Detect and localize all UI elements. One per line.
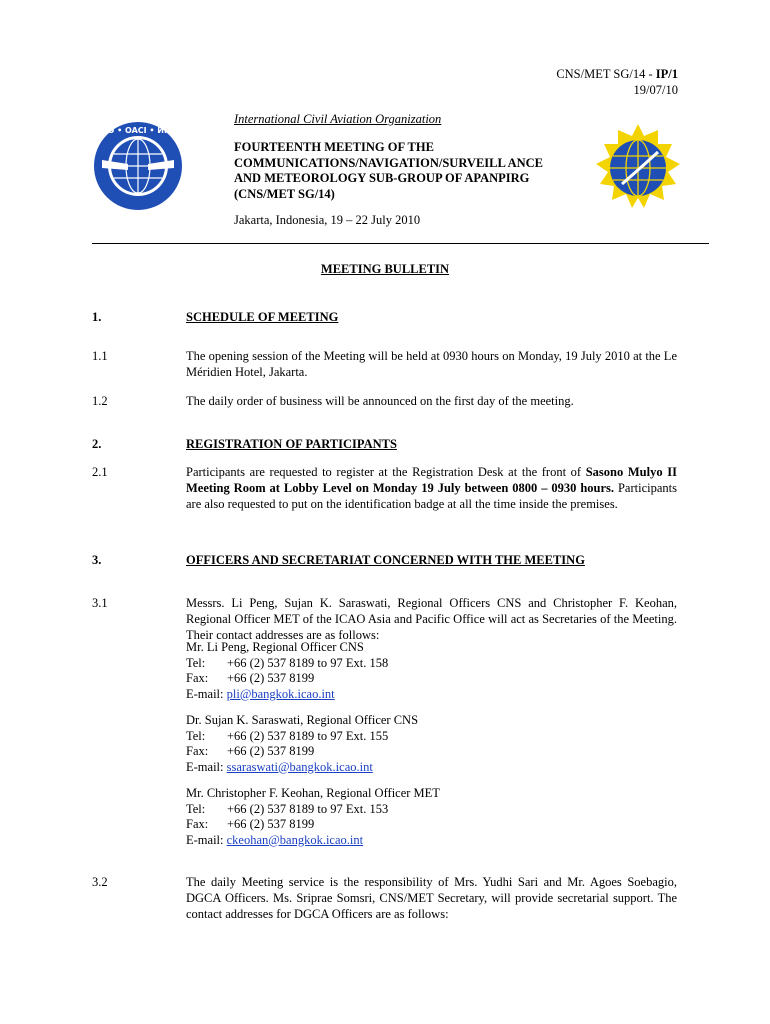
meeting-title: FOURTEENTH MEETING OF THE COMMUNICATIONS/NAVIGATION/SURVEILL ANCE AND METEOROLOGY SUB-GROUP OF APANPIRG (CNS/MET SG/14) bbox=[234, 140, 543, 201]
icao-emblem-icon bbox=[92, 120, 184, 212]
email-label: E-mail: bbox=[186, 759, 227, 774]
section-number: 3. bbox=[92, 553, 102, 567]
paragraph-number: 1.1 bbox=[92, 349, 108, 363]
contact-email-link[interactable]: ckeohan@bangkok.icao.int bbox=[226, 832, 364, 847]
reference-code: CNS/MET SG/14 - bbox=[556, 67, 656, 81]
document-date: 19/07/10 bbox=[633, 83, 678, 97]
paragraph-order-of-business: The daily order of business will be announced on the first day of the meeting. bbox=[186, 394, 574, 408]
contact-email-link[interactable]: pli@bangkok.icao.int bbox=[226, 686, 335, 701]
contact-block bbox=[186, 713, 418, 775]
reference-ip: IP/1 bbox=[655, 67, 678, 81]
contact-name: Mr. Christopher F. Keohan, Regional Officer MET bbox=[186, 786, 440, 800]
paragraph-number: 3.1 bbox=[92, 596, 108, 610]
section-number: 1. bbox=[92, 310, 102, 324]
paragraph-number: 2.1 bbox=[92, 465, 108, 479]
tel-label: Tel: bbox=[186, 728, 206, 743]
contact-block bbox=[186, 640, 388, 702]
fax-label: Fax: bbox=[186, 671, 209, 685]
paragraph-meeting-service: The daily Meeting service is the responsibility of Mrs. Yudhi Sari and Mr. Agoes Soebagio, DGCA Officers. Ms. Sriprae Somsri, CNS/MET Secretary, will provide secretarial support. The contact addresses for DGCA Officers are as follows: bbox=[186, 875, 677, 921]
section-number: 2. bbox=[92, 437, 102, 451]
meeting-place-date: Jakarta, Indonesia, 19 – 22 July 2010 bbox=[234, 213, 421, 227]
tel-label: Tel: bbox=[186, 801, 206, 816]
fax-label: Fax: bbox=[186, 744, 209, 758]
registration-text: Participants are requested to register at the Registration Desk at the front of bbox=[186, 465, 586, 479]
paragraph-opening-session: The opening session of the Meeting will be held at 0930 hours on Monday, 19 July 2010 at the Le Méridien Hotel, Jakarta. bbox=[186, 349, 677, 379]
section-heading-registration: REGISTRATION OF PARTICIPANTS bbox=[186, 437, 397, 451]
contact-block bbox=[186, 786, 440, 848]
section-heading-officers: OFFICERS AND SECRETARIAT CONCERNED WITH THE MEETING bbox=[186, 553, 585, 567]
document-reference bbox=[556, 66, 678, 98]
organization-name: International Civil Aviation Organization bbox=[234, 112, 442, 126]
indonesia-dgca-globe-icon bbox=[592, 122, 684, 214]
email-label: E-mail: bbox=[186, 686, 227, 701]
fax-label: Fax: bbox=[186, 817, 209, 831]
paragraph-registration bbox=[186, 464, 677, 512]
contact-name: Dr. Sujan K. Saraswati, Regional Officer CNS bbox=[186, 713, 419, 727]
paragraph-number: 3.2 bbox=[92, 875, 108, 889]
section-heading-schedule: SCHEDULE OF MEETING bbox=[186, 310, 339, 324]
contact-email-link[interactable]: ssaraswati@bangkok.icao.int bbox=[226, 759, 373, 774]
contact-tel: +66 (2) 537 8189 to 97 Ext. 158 bbox=[227, 655, 389, 670]
header-divider bbox=[92, 243, 709, 244]
contact-fax: +66 (2) 537 8199 bbox=[227, 671, 315, 685]
contact-tel: +66 (2) 537 8189 to 97 Ext. 153 bbox=[227, 801, 389, 816]
contact-name: Mr. Li Peng, Regional Officer CNS bbox=[186, 640, 364, 654]
contact-tel: +66 (2) 537 8189 to 97 Ext. 155 bbox=[227, 728, 389, 743]
contact-fax: +66 (2) 537 8199 bbox=[227, 744, 315, 758]
bulletin-title: MEETING BULLETIN bbox=[320, 262, 450, 276]
registration-location-time: Sasono Mulyo II Meeting Room at Lobby Level on Monday 19 July between 0800 – 0930 hours. bbox=[186, 465, 677, 495]
paragraph-number: 1.2 bbox=[92, 394, 108, 408]
contact-fax: +66 (2) 537 8199 bbox=[227, 817, 315, 831]
registration-badge-text: Participants are also requested to put on the identification badge at all the time inside the premises. bbox=[186, 481, 677, 511]
tel-label: Tel: bbox=[186, 655, 206, 670]
icao-ring-text: ICAO • OACI • ИКАО bbox=[92, 126, 184, 135]
paragraph-secretaries: Messrs. Li Peng, Sujan K. Saraswati, Regional Officers CNS and Christopher F. Keohan, Regional Officer MET of the ICAO Asia and Pacific Office will act as Secretaries of the Meeting. Their contact addresses are as follows: bbox=[186, 596, 677, 642]
email-label: E-mail: bbox=[186, 832, 227, 847]
